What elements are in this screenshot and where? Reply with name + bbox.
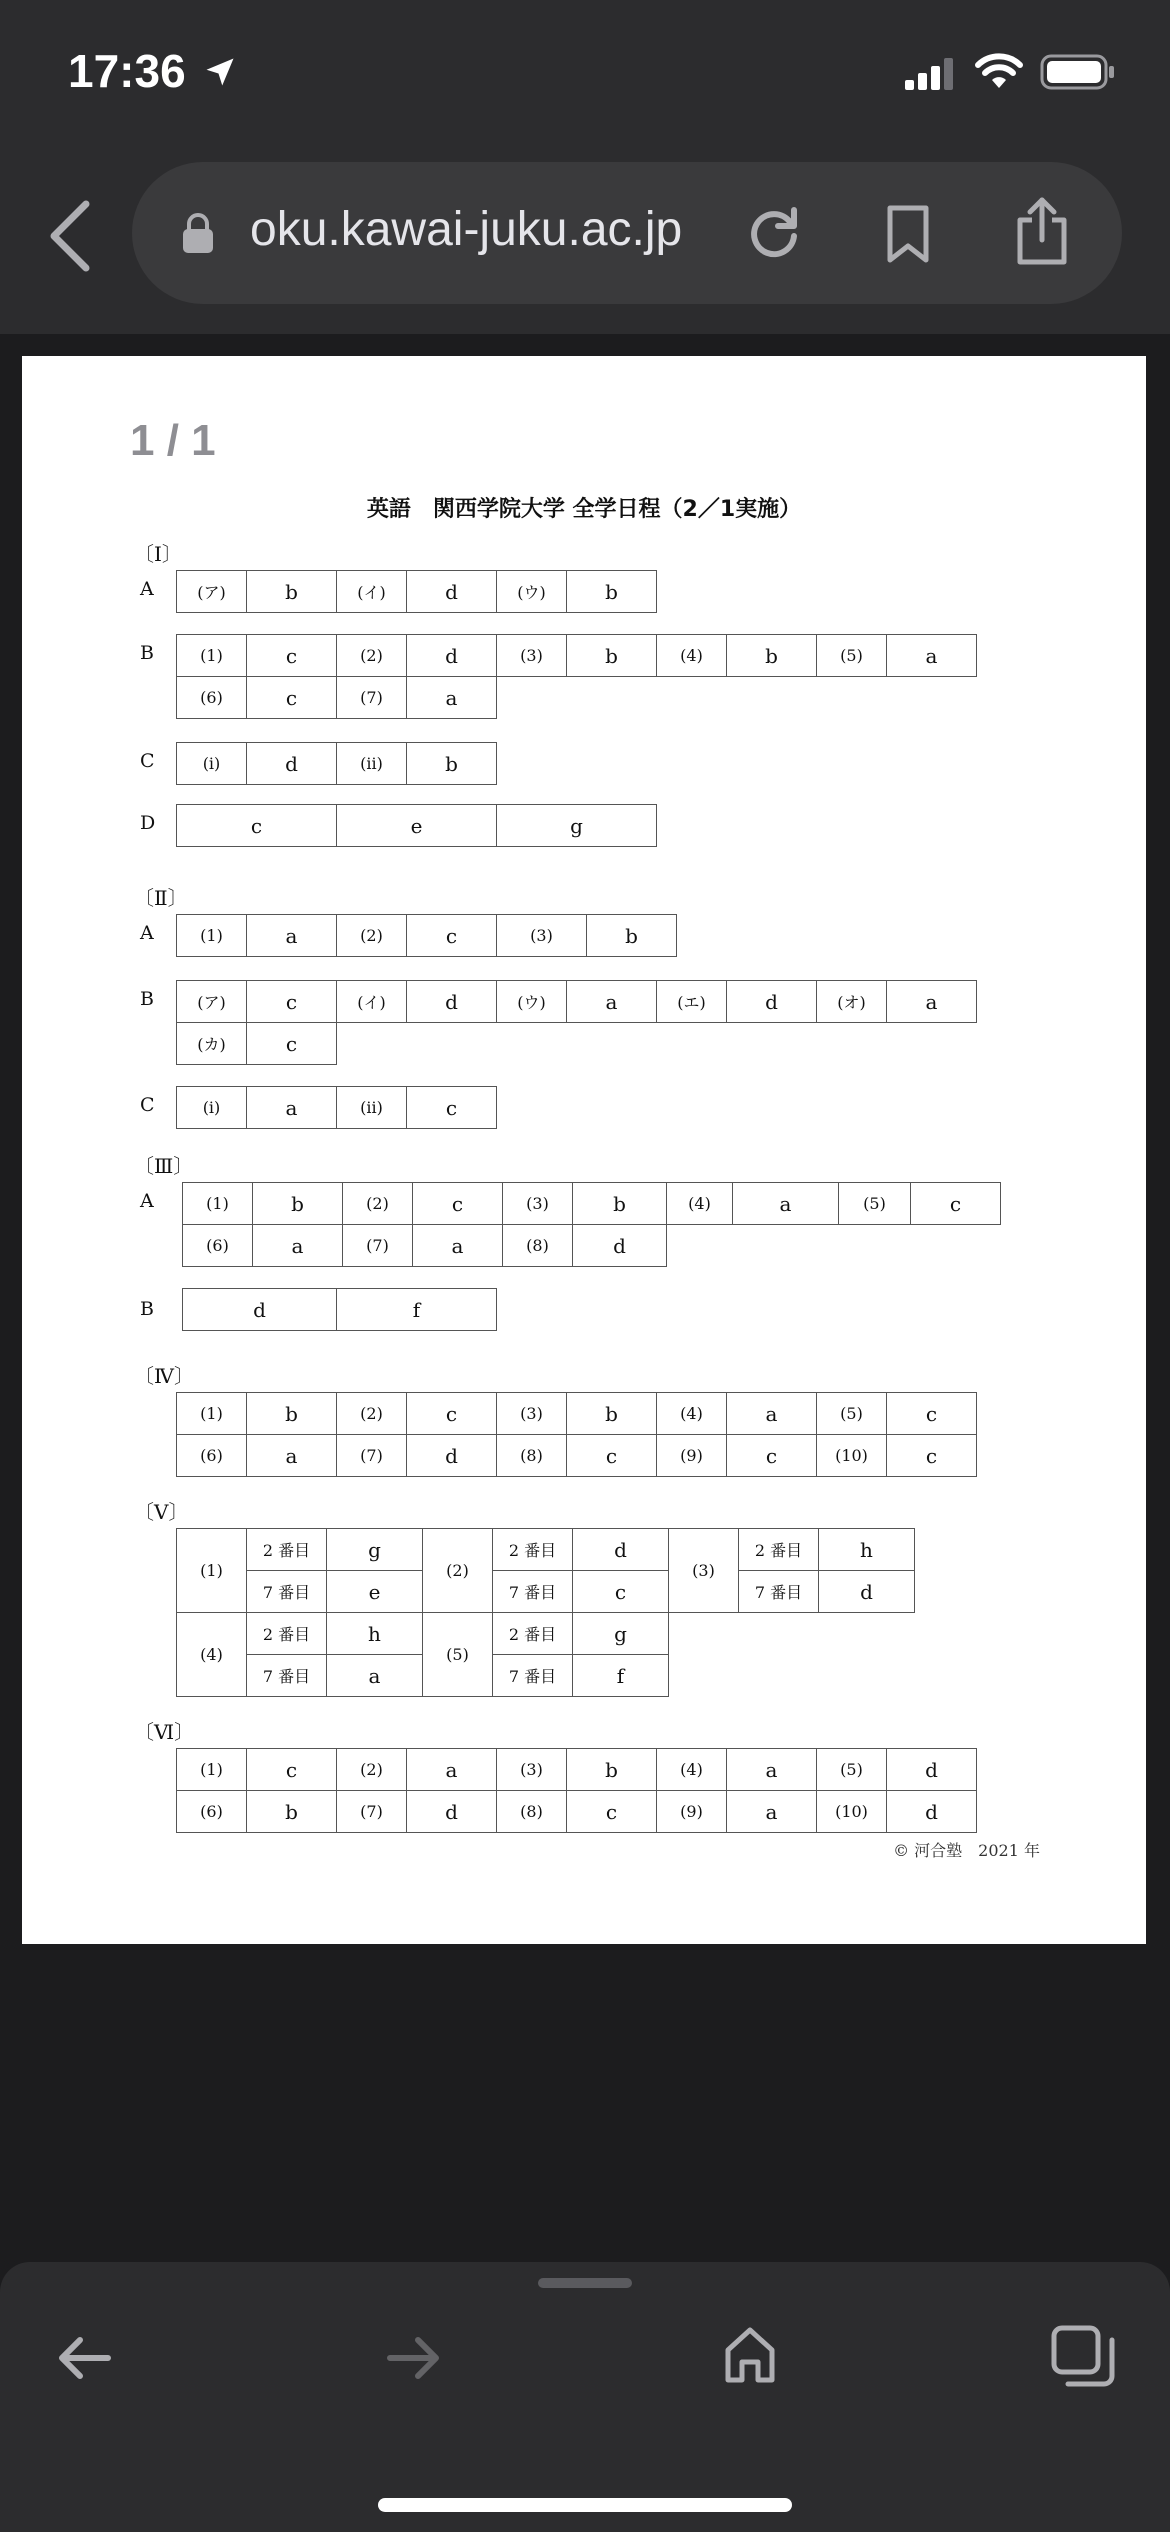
table-row	[177, 1435, 977, 1477]
table-row	[177, 677, 497, 719]
page-indicator: 1 / 1	[130, 416, 216, 465]
sec1-A-key: (ア)	[177, 571, 247, 613]
sec2-A-label: A	[140, 922, 154, 944]
home-icon[interactable]	[722, 2324, 778, 2384]
sec4-key: (5)	[817, 1393, 887, 1435]
sec2-C-key: (ⅰ)	[177, 1087, 247, 1129]
sec5-order-label: 2 番目	[493, 1613, 573, 1655]
table-row	[183, 1225, 667, 1267]
sec3-A-answer: b	[253, 1183, 343, 1225]
sec2-B-answer: d	[727, 981, 817, 1023]
reload-icon[interactable]	[744, 202, 804, 262]
forward-arrow-icon[interactable]	[386, 2334, 442, 2382]
cellular-signal-icon	[905, 58, 957, 90]
table-row	[177, 981, 977, 1023]
sec3-B-label: B	[140, 1298, 154, 1320]
sec1-B-key: (2)	[337, 635, 407, 677]
sec4-key: (4)	[657, 1393, 727, 1435]
toolbar-grabber[interactable]	[538, 2278, 632, 2288]
sec1-A-key: (イ)	[337, 571, 407, 613]
sec6-key: (7)	[337, 1791, 407, 1833]
table-row	[177, 743, 497, 785]
back-arrow-icon[interactable]	[56, 2334, 112, 2382]
sec4-key: (3)	[497, 1393, 567, 1435]
section-heading-2: 〔Ⅱ〕	[134, 886, 188, 910]
sec3-A-label: A	[140, 1190, 154, 1212]
sec3-A-key: (5)	[839, 1183, 911, 1225]
location-arrow-icon	[202, 54, 238, 90]
section-heading-4: 〔Ⅳ〕	[134, 1364, 194, 1388]
sec1-B-key: (7)	[337, 677, 407, 719]
sec1-B-answer: d	[407, 635, 497, 677]
sec5-order-label: 2 番目	[247, 1529, 327, 1571]
sec3-A-key: (8)	[503, 1225, 573, 1267]
sec2-C-label: C	[140, 1094, 155, 1116]
sec1-B-answer: b	[567, 635, 657, 677]
sec1-C-answer: b	[407, 743, 497, 785]
sec2-B-key: (オ)	[817, 981, 887, 1023]
sec2-A-answer: b	[587, 915, 677, 957]
sec4-answer: c	[567, 1435, 657, 1477]
table-row	[177, 915, 677, 957]
sec5-question-number: (3)	[669, 1529, 739, 1613]
sec4-key: (1)	[177, 1393, 247, 1435]
sec1-C-answer: d	[247, 743, 337, 785]
sec4-answer: a	[247, 1435, 337, 1477]
sec3-A-key: (6)	[183, 1225, 253, 1267]
sec4-answer: c	[887, 1435, 977, 1477]
table-row	[177, 1571, 915, 1613]
sec3-A-key: (7)	[343, 1225, 413, 1267]
sec3-A-answer: a	[413, 1225, 503, 1267]
sec5-order-label: 7 番目	[247, 1571, 327, 1613]
pdf-page[interactable]	[22, 356, 1146, 1944]
sec6-answer: c	[567, 1791, 657, 1833]
sec2-B-table-row2	[176, 1022, 337, 1065]
table-row	[183, 1289, 497, 1331]
sec5-table-row1	[176, 1528, 915, 1613]
sec2-C-table	[176, 1086, 497, 1129]
sec6-answer: a	[727, 1749, 817, 1791]
sec5-answer: e	[327, 1571, 423, 1613]
sec3-A-answer: d	[573, 1225, 667, 1267]
sec4-key: (6)	[177, 1435, 247, 1477]
sec6-key: (6)	[177, 1791, 247, 1833]
wifi-icon	[975, 52, 1023, 90]
table-row	[177, 571, 657, 613]
sec1-B-key: (6)	[177, 677, 247, 719]
section-heading-3: 〔Ⅲ〕	[134, 1154, 194, 1178]
sec6-answer: d	[407, 1791, 497, 1833]
sec5-order-label: 2 番目	[493, 1529, 573, 1571]
home-indicator	[378, 2498, 792, 2512]
sec1-B-answer: b	[727, 635, 817, 677]
sec6-answer: d	[887, 1749, 977, 1791]
sec5-order-label: 7 番目	[493, 1571, 573, 1613]
sec1-B-table-row2	[176, 676, 497, 719]
sec6-table	[176, 1748, 977, 1833]
sec2-A-key: (3)	[497, 915, 587, 957]
sec1-C-key: (ⅰ)	[177, 743, 247, 785]
sec6-key: (10)	[817, 1791, 887, 1833]
sec2-B-answer: c	[247, 1023, 337, 1065]
sec3-A-key: (1)	[183, 1183, 253, 1225]
sec4-key: (2)	[337, 1393, 407, 1435]
sec1-A-label: A	[140, 578, 154, 600]
table-row	[177, 635, 977, 677]
back-chevron-icon[interactable]	[42, 198, 102, 274]
sec5-order-label: 7 番目	[247, 1655, 327, 1697]
sec2-B-answer: a	[887, 981, 977, 1023]
table-row	[177, 1087, 497, 1129]
sec4-answer: b	[247, 1393, 337, 1435]
copyright-notice: © 河合塾 2021 年	[893, 1841, 1040, 1860]
sec3-A-table-row2	[182, 1224, 667, 1267]
section-heading-5: 〔Ⅴ〕	[134, 1500, 189, 1524]
sec2-A-key: (1)	[177, 915, 247, 957]
sec6-answer: b	[567, 1749, 657, 1791]
sec3-A-answer: a	[253, 1225, 343, 1267]
sec5-table-row2	[176, 1612, 669, 1697]
table-row	[183, 1183, 1001, 1225]
sec1-D-label: D	[140, 812, 156, 834]
sec5-question-number: (1)	[177, 1529, 247, 1613]
sec2-B-key: (カ)	[177, 1023, 247, 1065]
share-icon[interactable]	[1014, 196, 1070, 266]
sec2-A-answer: c	[407, 915, 497, 957]
sec2-A-table	[176, 914, 677, 957]
sec1-D-answer: g	[497, 805, 657, 847]
sec6-key: (4)	[657, 1749, 727, 1791]
sec5-answer: c	[573, 1571, 669, 1613]
status-bar	[0, 0, 1170, 150]
sec4-answer: d	[407, 1435, 497, 1477]
sec3-A-key: (3)	[503, 1183, 573, 1225]
sec2-B-answer: d	[407, 981, 497, 1023]
table-row	[177, 1613, 669, 1655]
sec2-B-answer: a	[567, 981, 657, 1023]
sec6-key: (9)	[657, 1791, 727, 1833]
sec2-B-answer: c	[247, 981, 337, 1023]
sec1-A-answer: d	[407, 571, 497, 613]
sec6-key: (2)	[337, 1749, 407, 1791]
table-row	[177, 1023, 337, 1065]
sec4-key: (8)	[497, 1435, 567, 1477]
sec5-answer: d	[573, 1529, 669, 1571]
sec3-A-table-row1	[182, 1182, 1001, 1225]
table-row	[177, 1393, 977, 1435]
sec6-answer: a	[407, 1749, 497, 1791]
sec6-key: (8)	[497, 1791, 567, 1833]
sec6-answer: a	[727, 1791, 817, 1833]
sec3-A-key: (4)	[667, 1183, 733, 1225]
sec3-B-answer: f	[337, 1289, 497, 1331]
sec3-A-answer: b	[573, 1183, 667, 1225]
sec4-table	[176, 1392, 977, 1477]
sec4-key: (9)	[657, 1435, 727, 1477]
battery-icon	[1040, 54, 1116, 90]
sec1-B-key: (1)	[177, 635, 247, 677]
sec2-C-answer: c	[407, 1087, 497, 1129]
sec4-key: (10)	[817, 1435, 887, 1477]
sec3-A-key: (2)	[343, 1183, 413, 1225]
sec5-answer: g	[573, 1613, 669, 1655]
sec4-answer: b	[567, 1393, 657, 1435]
tabs-icon[interactable]	[1050, 2324, 1116, 2388]
sec5-answer: h	[819, 1529, 915, 1571]
sec6-key: (5)	[817, 1749, 887, 1791]
sec2-B-key: (ウ)	[497, 981, 567, 1023]
address-bar[interactable]	[132, 162, 1122, 304]
sec4-key: (7)	[337, 1435, 407, 1477]
sec5-question-number: (2)	[423, 1529, 493, 1613]
browser-header	[0, 150, 1170, 334]
sec1-C-label: C	[140, 750, 155, 772]
sec5-answer: d	[819, 1571, 915, 1613]
table-row	[177, 1749, 977, 1791]
sec1-A-answer: b	[247, 571, 337, 613]
sec1-B-key: (5)	[817, 635, 887, 677]
sec3-B-table	[182, 1288, 497, 1331]
sec2-A-answer: a	[247, 915, 337, 957]
url-text[interactable]: oku.kawai-juku.ac.jp	[250, 203, 683, 256]
sec5-answer: g	[327, 1529, 423, 1571]
sec6-answer: d	[887, 1791, 977, 1833]
sec3-A-answer: a	[733, 1183, 839, 1225]
sec1-A-answer: b	[567, 571, 657, 613]
sec1-B-label: B	[140, 642, 154, 664]
sec2-A-key: (2)	[337, 915, 407, 957]
sec6-answer: b	[247, 1791, 337, 1833]
sec1-C-key: (ⅱ)	[337, 743, 407, 785]
sec2-B-key: (エ)	[657, 981, 727, 1023]
sec3-A-answer: c	[911, 1183, 1001, 1225]
sec2-B-key: (イ)	[337, 981, 407, 1023]
sec6-answer: c	[247, 1749, 337, 1791]
sec1-D-table	[176, 804, 657, 847]
sec5-answer: a	[327, 1655, 423, 1697]
sec6-key: (1)	[177, 1749, 247, 1791]
sec1-B-table-row1	[176, 634, 977, 677]
sec1-B-key: (3)	[497, 635, 567, 677]
table-row	[177, 1529, 915, 1571]
lock-icon	[180, 212, 216, 254]
sec3-A-answer: c	[413, 1183, 503, 1225]
bottom-toolbar	[0, 2262, 1170, 2532]
sec3-B-answer: d	[183, 1289, 337, 1331]
section-heading-1: 〔Ⅰ〕	[134, 542, 182, 566]
sec2-B-label: B	[140, 988, 154, 1010]
sec2-B-table-row1	[176, 980, 977, 1023]
sec4-answer: c	[727, 1435, 817, 1477]
sec4-answer: c	[407, 1393, 497, 1435]
status-time: 17:36	[68, 45, 186, 97]
sec1-D-answer: c	[177, 805, 337, 847]
sec2-B-key: (ア)	[177, 981, 247, 1023]
sec5-order-label: 2 番目	[247, 1613, 327, 1655]
sec5-question-number: (4)	[177, 1613, 247, 1697]
sec5-order-label: 7 番目	[493, 1655, 573, 1697]
sec5-order-label: 2 番目	[739, 1529, 819, 1571]
sec1-B-key: (4)	[657, 635, 727, 677]
table-row	[177, 805, 657, 847]
sec1-B-answer: a	[407, 677, 497, 719]
sec1-B-answer: a	[887, 635, 977, 677]
sec2-C-answer: a	[247, 1087, 337, 1129]
sec5-answer: h	[327, 1613, 423, 1655]
sec4-answer: a	[727, 1393, 817, 1435]
sec5-order-label: 7 番目	[739, 1571, 819, 1613]
table-row	[177, 1791, 977, 1833]
sec1-A-key: (ウ)	[497, 571, 567, 613]
sec1-B-answer: c	[247, 635, 337, 677]
sec4-answer: c	[887, 1393, 977, 1435]
bookmark-icon[interactable]	[884, 204, 932, 264]
sec1-D-answer: e	[337, 805, 497, 847]
sec1-B-answer: c	[247, 677, 337, 719]
sec1-C-table	[176, 742, 497, 785]
sec6-key: (3)	[497, 1749, 567, 1791]
sec5-answer: f	[573, 1655, 669, 1697]
sec2-C-key: (ⅱ)	[337, 1087, 407, 1129]
document-title: 英語 関西学院大学 全学日程（2／1実施）	[366, 497, 802, 522]
sec5-question-number: (5)	[423, 1613, 493, 1697]
sec1-A-table	[176, 570, 657, 613]
section-heading-6: 〔Ⅵ〕	[134, 1720, 195, 1744]
